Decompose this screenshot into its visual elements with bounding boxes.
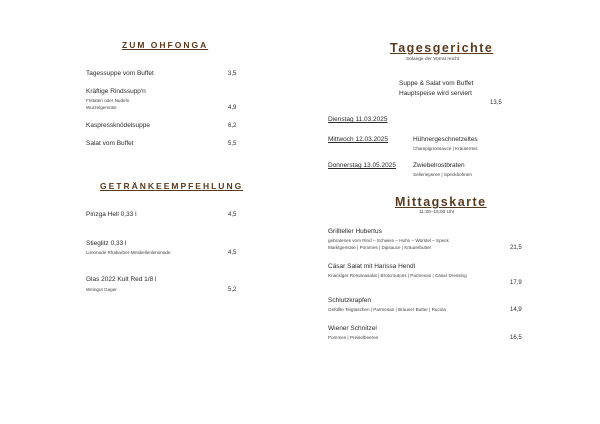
menu-item-price: 4,9 [228, 105, 237, 111]
menu-item-subtext: Wurzelgemüse [86, 105, 117, 110]
menu-item-price: 5,5 [228, 141, 237, 147]
menu-item-name: Salat vom Buffet [86, 140, 134, 147]
buffet-line: Hauptspeise wird serviert [399, 90, 472, 97]
drink-item-name: Pinzga Hell 0,33 l [86, 211, 137, 218]
daily-date: Mittwoch 12.03.2025 [328, 136, 388, 143]
lunch-item-desc: Gefüllte Teigtaschen | Parmesan | Brauner Butter | Rucola [328, 307, 446, 312]
lunch-item-price: 21,5 [510, 245, 522, 251]
drink-item-price: 4,5 [228, 212, 237, 218]
lunch-item-desc: Knackiger Romanasalat | Brotcroutons | Parmesan | Cäsar Dressing [328, 273, 467, 278]
lunch-item-price: 16,5 [510, 335, 522, 341]
drink-item-name: Glas 2022 Kult Red 1/8 l [86, 276, 157, 283]
lunch-item-name: Grillteller Hubertus [328, 228, 382, 235]
drink-item-name: Stieglitz 0,33 l [86, 240, 127, 247]
menu-item-name: Kräftige Rindssupp'n [86, 88, 146, 95]
section-title-getraenke: GETRÄNKEEMPFEHLUNG [100, 181, 244, 191]
drink-item-price: 4,5 [228, 250, 237, 256]
section-title-zum-ohfonga: ZUM OHFONGA [122, 40, 209, 50]
daily-date: Donnerstag 13.05.2025 [328, 162, 396, 169]
lunch-item-desc: Marktgemüse | Pommes | Dipsauce | Kräuterbutter [328, 245, 432, 250]
lunch-item-price: 14,9 [510, 307, 522, 313]
daily-dish-desc: Selleriepüree | Speckbohnen [413, 172, 472, 177]
drink-item-subtext: Weingut Gager [86, 287, 117, 292]
drink-item-price: 5,2 [228, 287, 237, 293]
lunch-item-name: Cäsar Salat mit Harissa Hendl [328, 263, 416, 270]
daily-date: Dienstag 11.03.2025 [328, 116, 388, 123]
lunch-item-desc: Pommes | Preiselbeeren [328, 335, 379, 340]
daily-dish-desc: Champignonsauce | Kräuterreis [413, 146, 478, 151]
menu-item-subtext: Frittaten oder Nudeln [86, 98, 130, 103]
menu-item-price: 6,2 [228, 123, 237, 129]
menu-item-name: Kaspressknödelsuppe [86, 122, 150, 129]
lunch-hours: 11:30–15:00 Uhr [419, 210, 455, 215]
menu-item-price: 3,5 [228, 71, 237, 77]
daily-dish: Hühnergeschnetzeltes [413, 136, 478, 143]
lunch-item-name: Wiener Schnitzel [328, 325, 377, 332]
lunch-item-desc: gebratenes vom Rind – Schwein – Huhn – Würstel – Speck [328, 238, 449, 243]
section-title-mittagskarte: Mittagskarte [395, 195, 487, 209]
lunch-item-name: Schlutzkrapfen [328, 297, 371, 304]
daily-dish: Zwiebelrostbraten [413, 162, 465, 169]
menu-item-name: Tagessuppe vom Buffet [86, 70, 154, 77]
availability-note: Solange der Vorrat reicht [406, 57, 460, 62]
buffet-price: 13,5 [490, 100, 502, 106]
drink-item-subtext: Limonade Rhabarber-Mirabellenlimonade [86, 250, 171, 255]
lunch-item-price: 17,9 [510, 280, 522, 286]
section-title-tagesgerichte: Tagesgerichte [390, 41, 494, 55]
buffet-line: Suppe & Salat vom Buffet [399, 80, 474, 87]
